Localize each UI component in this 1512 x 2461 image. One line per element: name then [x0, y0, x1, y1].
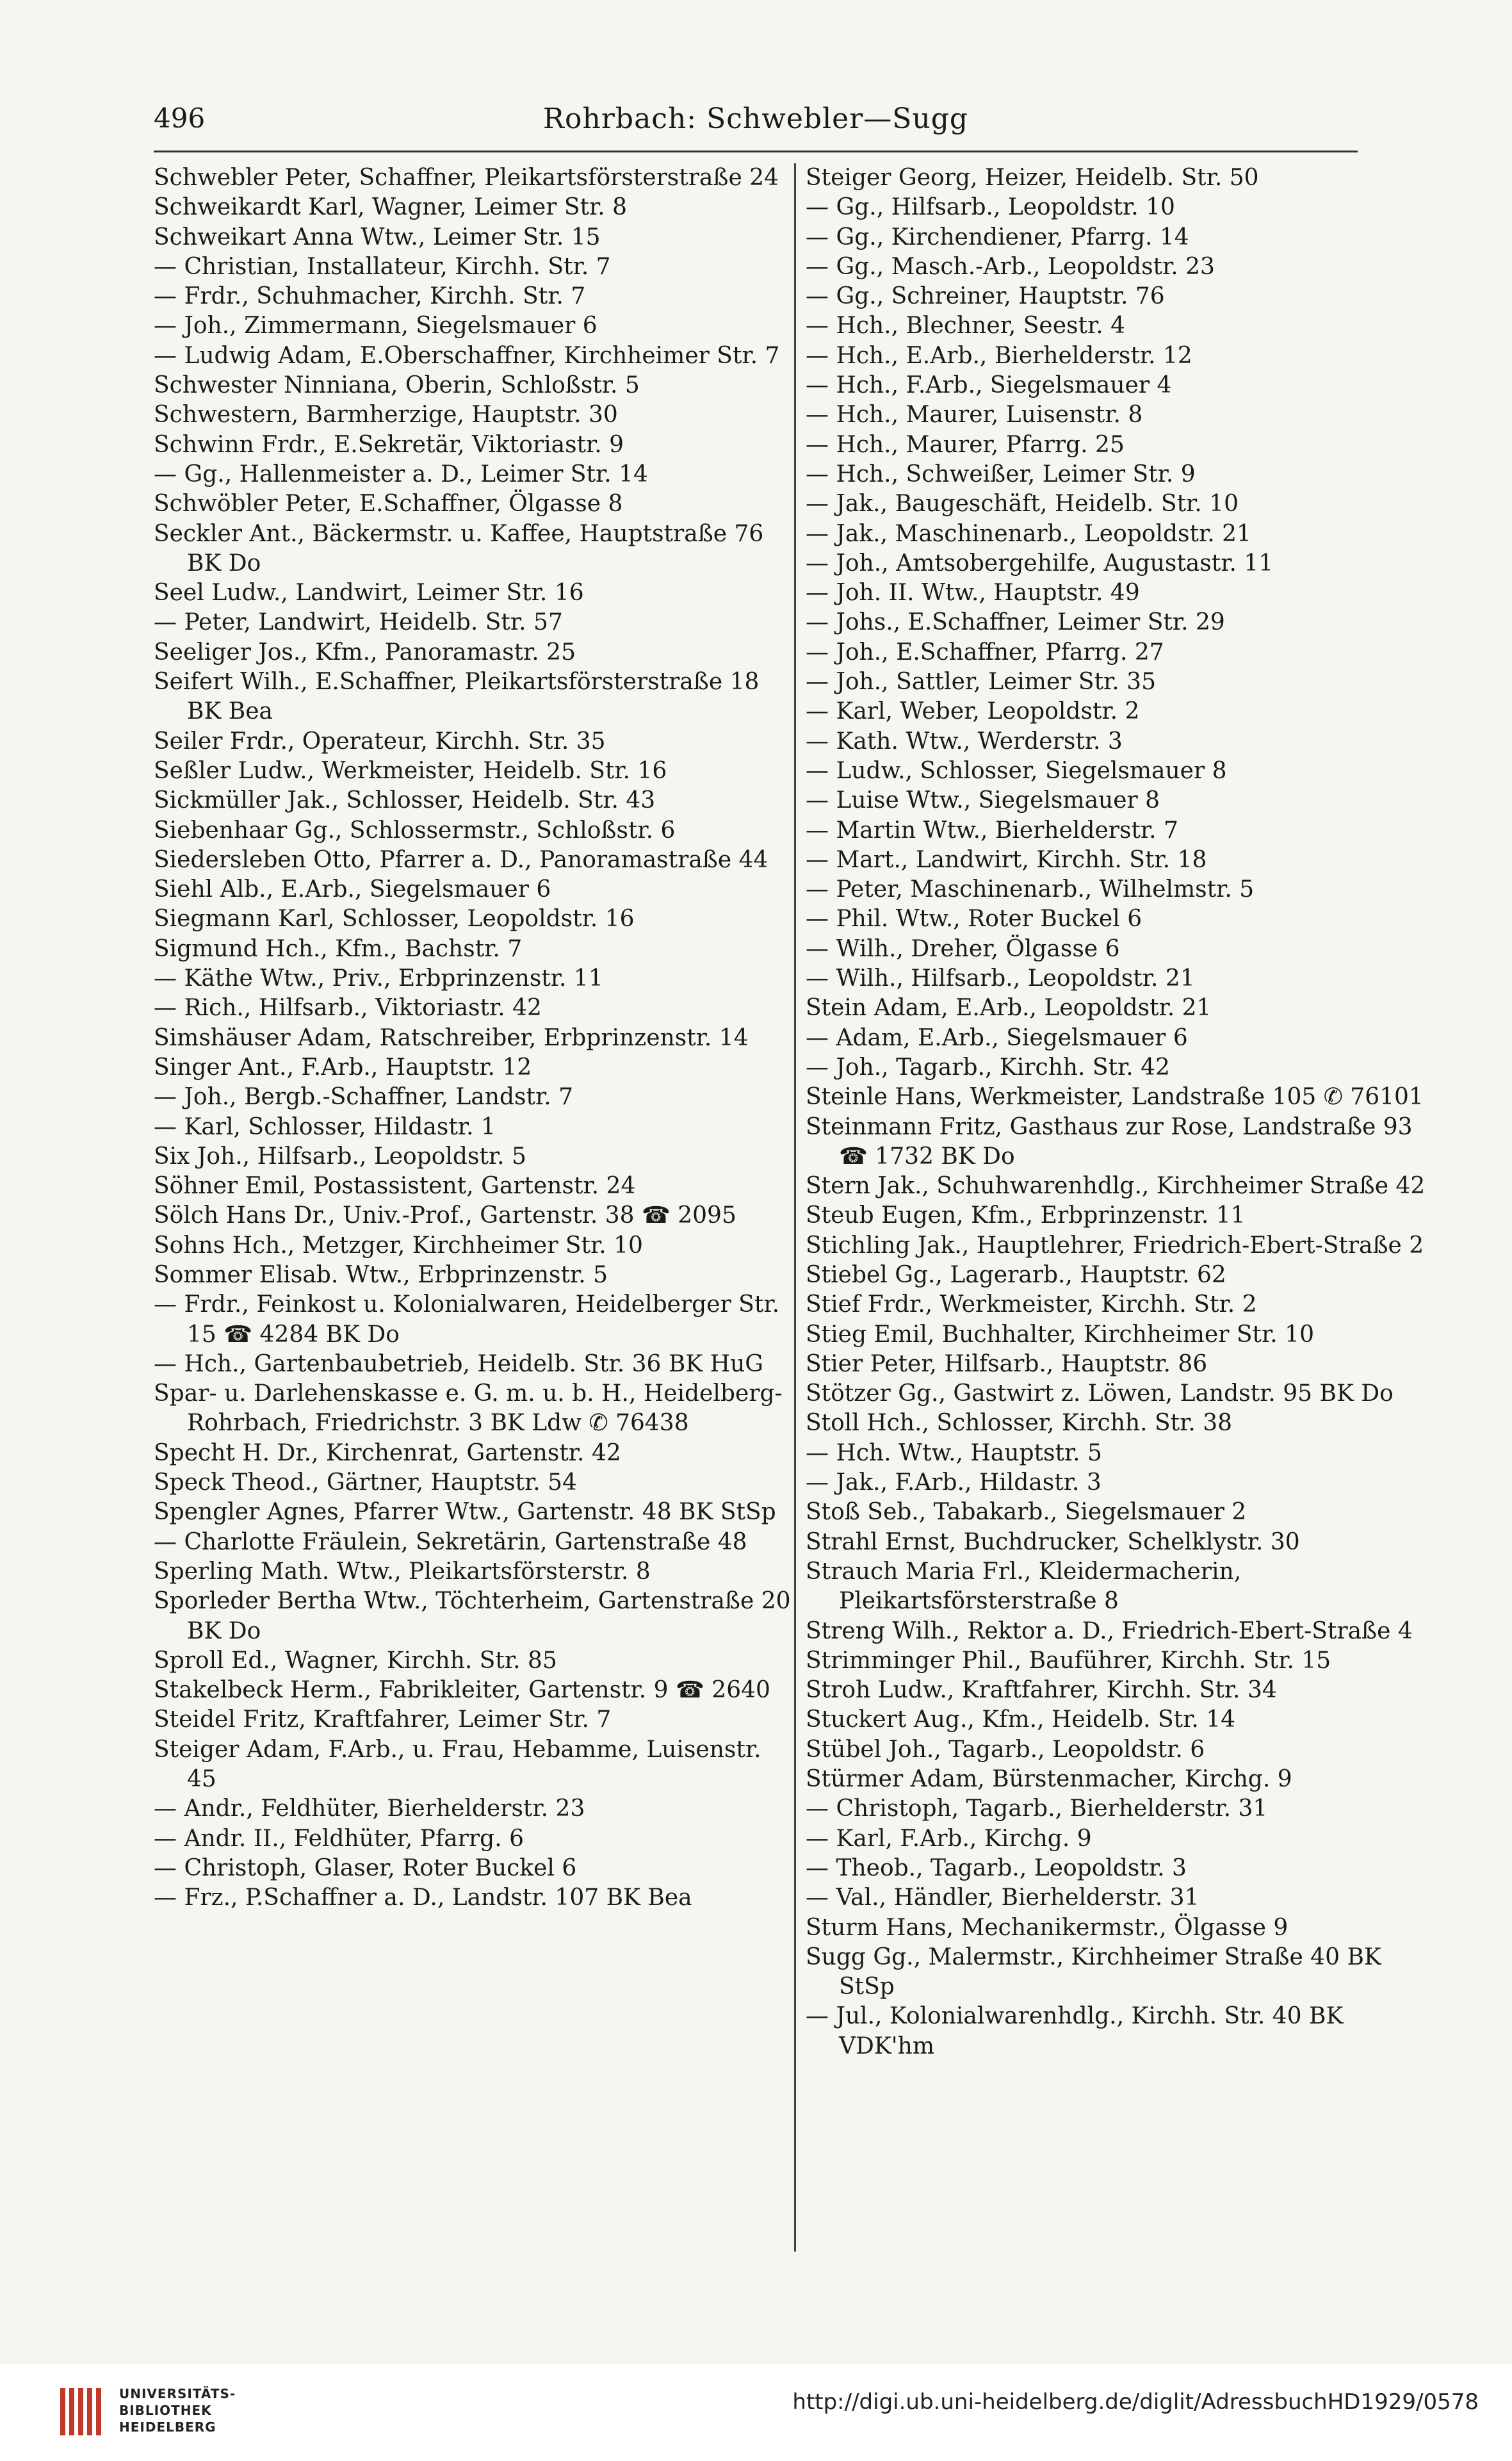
directory-entry: Stötzer Gg., Gastwirt z. Löwen, Landstr. 95 BK Do — [806, 1380, 1394, 1407]
directory-entry: — Ludwig Adam, E.Oberschaffner, Kirchheimer Str. 7 — [154, 342, 780, 369]
directory-entry: — Andr. II., Feldhüter, Pfarrg. 6 — [154, 1825, 524, 1852]
directory-entry: Sproll Ed., Wagner, Kirchh. Str. 85 — [154, 1647, 557, 1674]
directory-entry: — Gg., Kirchendiener, Pfarrg. 14 — [806, 224, 1189, 250]
directory-entry: Seifert Wilh., E.Schaffner, Pleikartsförsterstraße 18 BK Bea — [154, 669, 760, 725]
directory-entry: Sperling Math. Wtw., Pleikartsförsterstr. 8 — [154, 1558, 651, 1585]
left-column — [154, 163, 794, 1913]
directory-entry: Steiger Georg, Heizer, Heidelb. Str. 50 — [806, 165, 1259, 191]
directory-entry: — Peter, Landwirt, Heidelb. Str. 57 — [154, 609, 563, 636]
directory-entry: — Joh., E.Schaffner, Pfarrg. 27 — [806, 639, 1164, 666]
directory-entry: — Joh., Zimmermann, Siegelsmauer 6 — [154, 313, 597, 339]
directory-entry: Stakelbeck Herm., Fabrikleiter, Gartenstr. 9 ☎ 2640 — [154, 1677, 770, 1704]
running-head: Rohrbach: Schwebler—Sugg — [542, 102, 969, 135]
directory-entry: Siegmann Karl, Schlosser, Leopoldstr. 16 — [154, 906, 635, 933]
directory-entry: Seeliger Jos., Kfm., Panoramastr. 25 — [154, 639, 576, 666]
directory-entry: Siebenhaar Gg., Schlossermstr., Schloßstr. 6 — [154, 817, 676, 844]
directory-entry: — Käthe Wtw., Priv., Erbprinzenstr. 11 — [154, 965, 603, 992]
directory-entry: — Joh., Bergb.-Schaffner, Landstr. 7 — [154, 1084, 573, 1111]
directory-entry: — Johs., E.Schaffner, Leimer Str. 29 — [806, 609, 1225, 636]
directory-entry: — Hch., F.Arb., Siegelsmauer 4 — [806, 372, 1172, 399]
directory-entry: Söhner Emil, Postassistent, Gartenstr. 24 — [154, 1173, 636, 1200]
directory-entry: Steidel Fritz, Kraftfahrer, Leimer Str. 7 — [154, 1706, 612, 1733]
directory-entry: Schwinn Frdr., E.Sekretär, Viktoriastr. 9 — [154, 431, 624, 458]
directory-entry: — Gg., Hallenmeister a. D., Leimer Str. 14 — [154, 461, 648, 487]
directory-entry: — Kath. Wtw., Werderstr. 3 — [806, 728, 1123, 755]
directory-entry: Sommer Elisab. Wtw., Erbprinzenstr. 5 — [154, 1261, 608, 1288]
directory-entry: — Hch., Schweißer, Leimer Str. 9 — [806, 461, 1196, 487]
directory-entry: Steiger Adam, F.Arb., u. Frau, Hebamme, Luisenstr. 45 — [154, 1736, 761, 1793]
directory-entry: — Charlotte Fräulein, Sekretärin, Gartenstraße 48 — [154, 1528, 747, 1555]
directory-entry: Spengler Agnes, Pfarrer Wtw., Gartenstr. 48 BK StSp — [154, 1499, 776, 1526]
directory-entry: Schweikardt Karl, Wagner, Leimer Str. 8 — [154, 194, 628, 221]
directory-entry: — Gg., Masch.-Arb., Leopoldstr. 23 — [806, 253, 1215, 280]
directory-entry: Singer Ant., F.Arb., Hauptstr. 12 — [154, 1054, 532, 1081]
header-rule — [154, 151, 1358, 152]
directory-entry: — Theob., Tagarb., Leopoldstr. 3 — [806, 1854, 1187, 1881]
directory-entry: Stieg Emil, Buchhalter, Kirchheimer Str. 10 — [806, 1321, 1314, 1348]
directory-entry: Schwester Ninniana, Oberin, Schloßstr. 5 — [154, 372, 640, 399]
directory-entry: Seßler Ludw., Werkmeister, Heidelb. Str. 16 — [154, 757, 667, 784]
directory-entry: Schwöbler Peter, E.Schaffner, Ölgasse 8 — [154, 491, 623, 518]
directory-entry: — Jak., Maschinenarb., Leopoldstr. 21 — [806, 520, 1251, 547]
page-header — [154, 102, 1358, 147]
directory-entry: — Gg., Hilfsarb., Leopoldstr. 10 — [806, 194, 1175, 221]
page-number: 496 — [154, 102, 206, 134]
directory-entry: Sugg Gg., Malermstr., Kirchheimer Straße 40 BK StSp — [806, 1943, 1381, 2000]
right-column — [806, 163, 1433, 2061]
directory-entry: — Luise Wtw., Siegelsmauer 8 — [806, 787, 1160, 814]
directory-entry: Seckler Ant., Bäckermstr. u. Kaffee, Hauptstraße 76 BK Do — [154, 520, 764, 576]
directory-entry: — Jak., Baugeschäft, Heidelb. Str. 10 — [806, 491, 1239, 518]
directory-entry: Specht H. Dr., Kirchenrat, Gartenstr. 42 — [154, 1439, 621, 1466]
directory-entry: — Karl, Weber, Leopoldstr. 2 — [806, 698, 1140, 725]
directory-entry: — Wilh., Hilfsarb., Leopoldstr. 21 — [806, 965, 1195, 992]
directory-entry: Stübel Joh., Tagarb., Leopoldstr. 6 — [806, 1736, 1205, 1763]
directory-entry: — Mart., Landwirt, Kirchh. Str. 18 — [806, 846, 1207, 873]
directory-entry: Stern Jak., Schuhwarenhdlg., Kirchheimer Straße 42 — [806, 1173, 1426, 1200]
directory-entry: Stichling Jak., Hauptlehrer, Friedrich-Ebert-Straße 2 — [806, 1232, 1424, 1259]
directory-entry: Steinle Hans, Werkmeister, Landstraße 105 ✆ 76101 — [806, 1084, 1424, 1111]
directory-entry: — Karl, Schlosser, Hildastr. 1 — [154, 1113, 496, 1140]
directory-entry: — Joh., Sattler, Leimer Str. 35 — [806, 669, 1156, 696]
directory-entry: — Christoph, Glaser, Roter Buckel 6 — [154, 1854, 577, 1881]
library-logo-icon — [58, 2383, 109, 2441]
directory-entry: Stiebel Gg., Lagerarb., Hauptstr. 62 — [806, 1261, 1226, 1288]
directory-entry: Strimminger Phil., Bauführer, Kirchh. Str. 15 — [806, 1647, 1331, 1674]
directory-entry: — Hch., Maurer, Pfarrg. 25 — [806, 431, 1125, 458]
directory-entry: Stoß Seb., Tabakarb., Siegelsmauer 2 — [806, 1499, 1247, 1526]
directory-entry: — Joh., Amtsobergehilfe, Augustastr. 11 — [806, 550, 1274, 576]
directory-entry: — Hch., Gartenbaubetrieb, Heidelb. Str. 36 BK HuG — [154, 1350, 764, 1377]
directory-entry: Strauch Maria Frl., Kleidermacherin, Pleikartsförsterstraße 8 — [806, 1558, 1242, 1615]
directory-entry: — Christian, Installateur, Kirchh. Str. 7 — [154, 253, 611, 280]
directory-entry: Spar- u. Darlehenskasse e. G. m. u. b. H., Heidelberg-Rohrbach, Friedrichstr. 3 BK Ldw ✆ 76438 — [154, 1380, 783, 1437]
directory-entry: — Joh., Tagarb., Kirchh. Str. 42 — [806, 1054, 1170, 1081]
directory-entry: — Hch. Wtw., Hauptstr. 5 — [806, 1439, 1102, 1466]
directory-entry: Speck Theod., Gärtner, Hauptstr. 54 — [154, 1469, 577, 1496]
directory-entry: — Gg., Schreiner, Hauptstr. 76 — [806, 283, 1165, 310]
directory-entry: Six Joh., Hilfsarb., Leopoldstr. 5 — [154, 1143, 526, 1170]
footer — [0, 2364, 1512, 2461]
directory-entry: — Hch., Blechner, Seestr. 4 — [806, 313, 1126, 339]
directory-entry: — Joh. II. Wtw., Hauptstr. 49 — [806, 580, 1140, 607]
directory-entry: — Val., Händler, Bierhelderstr. 31 — [806, 1885, 1199, 1911]
directory-entry: Steub Eugen, Kfm., Erbprinzenstr. 11 — [806, 1202, 1246, 1229]
directory-entry: — Jul., Kolonialwarenhdlg., Kirchh. Str. 40 BK VDK'hm — [806, 2003, 1344, 2059]
directory-entry: — Frz., P.Schaffner a. D., Landstr. 107 BK Bea — [154, 1885, 692, 1911]
logo-line-1: UNIVERSITÄTS- — [119, 2386, 236, 2401]
directory-entry: Schwebler Peter, Schaffner, Pleikartsförsterstraße 24 — [154, 165, 779, 191]
directory-entry: Schweikart Anna Wtw., Leimer Str. 15 — [154, 224, 601, 250]
directory-entry: — Hch., Maurer, Luisenstr. 8 — [806, 402, 1143, 429]
directory-entry: — Christoph, Tagarb., Bierhelderstr. 31 — [806, 1795, 1268, 1822]
directory-entry: — Ludw., Schlosser, Siegelsmauer 8 — [806, 757, 1227, 784]
directory-entry: Sohns Hch., Metzger, Kirchheimer Str. 10 — [154, 1232, 643, 1259]
directory-entry: Stürmer Adam, Bürstenmacher, Kirchg. 9 — [806, 1766, 1292, 1793]
directory-entry: — Phil. Wtw., Roter Buckel 6 — [806, 906, 1142, 933]
directory-entry: — Andr., Feldhüter, Bierhelderstr. 23 — [154, 1795, 585, 1822]
directory-entry: Steinmann Fritz, Gasthaus zur Rose, Landstraße 93 ☎ 1732 BK Do — [806, 1113, 1413, 1170]
directory-entry: Streng Wilh., Rektor a. D., Friedrich-Ebert-Straße 4 — [806, 1617, 1413, 1644]
directory-entry: Sölch Hans Dr., Univ.-Prof., Gartenstr. 38 ☎ 2095 — [154, 1202, 736, 1229]
directory-entry: Sturm Hans, Mechanikermstr., Ölgasse 9 — [806, 1914, 1288, 1941]
library-logo — [58, 2376, 250, 2447]
directory-entry: Schwestern, Barmherzige, Hauptstr. 30 — [154, 402, 618, 429]
directory-entry: Siehl Alb., E.Arb., Siegelsmauer 6 — [154, 876, 551, 903]
directory-entry: — Frdr., Feinkost u. Kolonialwaren, Heidelberger Str. 15 ☎ 4284 BK Do — [154, 1291, 780, 1348]
directory-entry: — Karl, F.Arb., Kirchg. 9 — [806, 1825, 1092, 1852]
logo-line-3: HEIDELBERG — [119, 2419, 216, 2435]
directory-entry: — Frdr., Schuhmacher, Kirchh. Str. 7 — [154, 283, 586, 310]
library-logo-text — [119, 2385, 236, 2435]
directory-entry: Stroh Ludw., Kraftfahrer, Kirchh. Str. 34 — [806, 1677, 1277, 1704]
directory-entry: — Adam, E.Arb., Siegelsmauer 6 — [806, 1024, 1188, 1051]
directory-entry: — Hch., E.Arb., Bierhelderstr. 12 — [806, 342, 1192, 369]
directory-entry: — Peter, Maschinenarb., Wilhelmstr. 5 — [806, 876, 1255, 903]
directory-entry: Stoll Hch., Schlosser, Kirchh. Str. 38 — [806, 1410, 1233, 1437]
source-url[interactable]: http://digi.ub.uni-heidelberg.de/diglit/AdressbuchHD1929/0578 — [792, 2389, 1479, 2415]
directory-entry: — Jak., F.Arb., Hildastr. 3 — [806, 1469, 1101, 1496]
directory-entry: Siedersleben Otto, Pfarrer a. D., Panoramastraße 44 — [154, 846, 768, 873]
directory-entry: Stein Adam, E.Arb., Leopoldstr. 21 — [806, 995, 1212, 1022]
directory-entry: Sporleder Bertha Wtw., Töchterheim, Gartenstraße 20 BK Do — [154, 1588, 791, 1644]
directory-entry: Seel Ludw., Landwirt, Leimer Str. 16 — [154, 580, 584, 607]
directory-entry: Stief Frdr., Werkmeister, Kirchh. Str. 2 — [806, 1291, 1257, 1318]
column-divider — [794, 163, 796, 2252]
directory-entry: Simshäuser Adam, Ratschreiber, Erbprinzenstr. 14 — [154, 1024, 749, 1051]
directory-entry: — Wilh., Dreher, Ölgasse 6 — [806, 935, 1120, 962]
directory-entry: Sigmund Hch., Kfm., Bachstr. 7 — [154, 935, 523, 962]
directory-entry: Stier Peter, Hilfsarb., Hauptstr. 86 — [806, 1350, 1208, 1377]
directory-entry: — Rich., Hilfsarb., Viktoriastr. 42 — [154, 995, 542, 1022]
directory-entry: Seiler Frdr., Operateur, Kirchh. Str. 35 — [154, 728, 606, 755]
directory-entry: — Martin Wtw., Bierhelderstr. 7 — [806, 817, 1178, 844]
directory-entry: Strahl Ernst, Buchdrucker, Schelklystr. 30 — [806, 1528, 1300, 1555]
directory-entry: Stuckert Aug., Kfm., Heidelb. Str. 14 — [806, 1706, 1236, 1733]
logo-line-2: BIBLIOTHEK — [119, 2403, 212, 2418]
directory-entry: Sickmüller Jak., Schlosser, Heidelb. Str. 43 — [154, 787, 656, 814]
